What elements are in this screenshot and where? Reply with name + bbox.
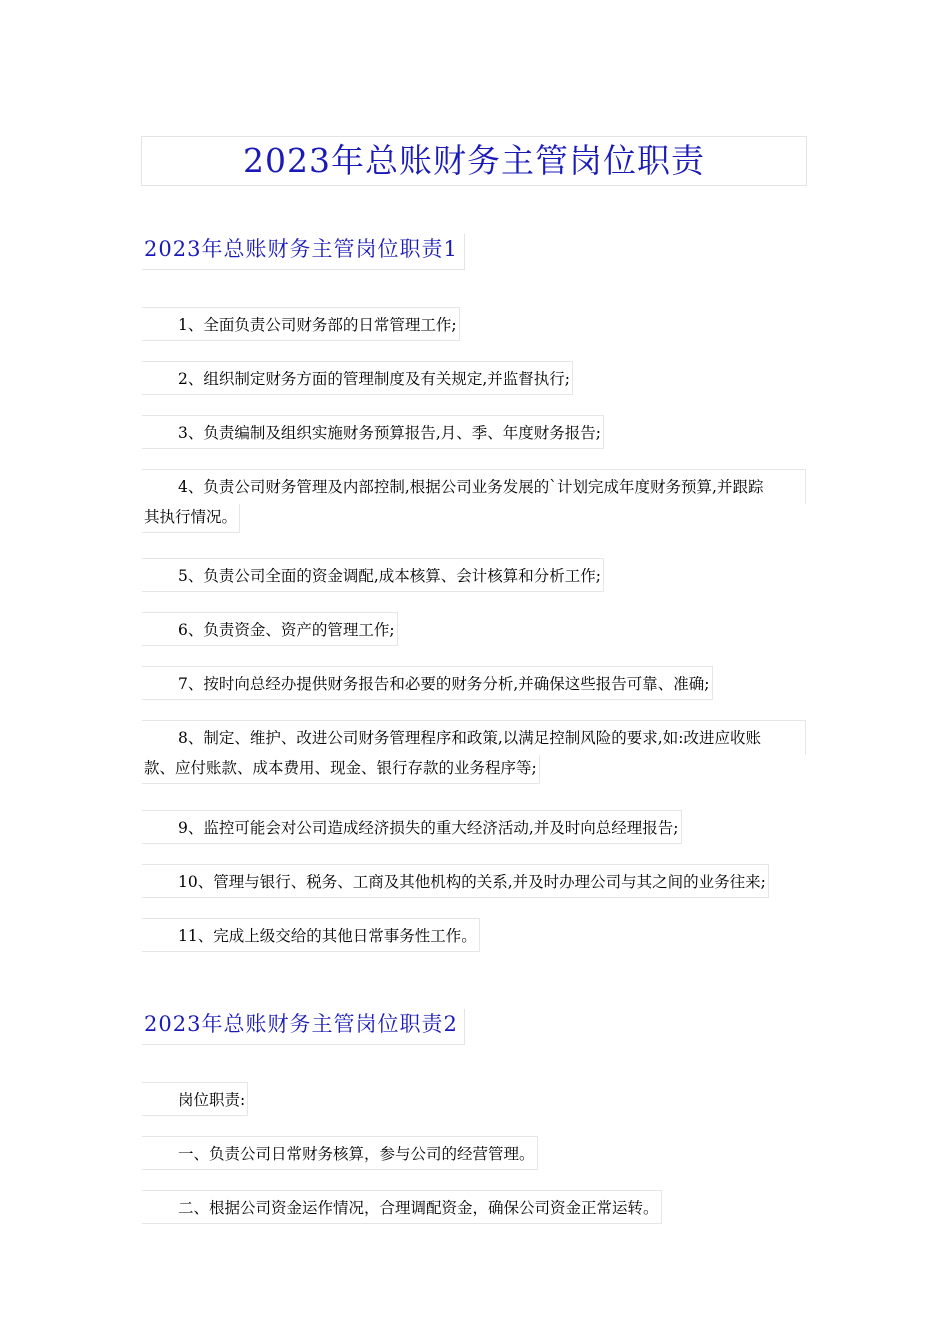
section-heading-1: 2023年总账财务主管岗位职责1 bbox=[142, 234, 465, 270]
duty-item-text: 3、负责编制及组织实施财务预算报告,月、季、年度财务报告; bbox=[142, 415, 604, 449]
duty-item-6 bbox=[142, 612, 398, 646]
duty-item-text: 6、负责资金、资产的管理工作; bbox=[142, 612, 398, 646]
duty-item-10 bbox=[142, 864, 769, 898]
duty-item-text: 5、负责公司全面的资金调配,成本核算、会计核算和分析工作; bbox=[142, 558, 604, 592]
duty-item-11 bbox=[142, 918, 480, 952]
duty-item-s2-1 bbox=[142, 1136, 538, 1170]
duty-item-text: 一、负责公司日常财务核算，参与公司的经营管理。 bbox=[142, 1136, 538, 1170]
duty-item-text-line2: 款、应付账款、成本费用、现金、银行存款的业务程序等; bbox=[142, 755, 540, 784]
duty-label bbox=[142, 1082, 248, 1116]
duty-item-text: 9、监控可能会对公司造成经济损失的重大经济活动,并及时向总经理报告; bbox=[142, 810, 682, 844]
duty-item-9 bbox=[142, 810, 682, 844]
duty-item-3 bbox=[142, 415, 604, 449]
duty-item-s2-2 bbox=[142, 1190, 662, 1224]
duty-item-4 bbox=[142, 469, 806, 533]
duty-item-text: 1、全面负责公司财务部的日常管理工作; bbox=[142, 307, 460, 341]
duty-item-text-line1: 4、负责公司财务管理及内部控制,根据公司业务发展的`计划完成年度财务预算,并跟踪 bbox=[142, 469, 806, 504]
duty-item-text: 11、完成上级交给的其他日常事务性工作。 bbox=[142, 918, 480, 952]
document-title: 2023年总账财务主管岗位职责 bbox=[141, 136, 807, 186]
duty-item-7 bbox=[142, 666, 713, 700]
duty-item-text-line2: 其执行情况。 bbox=[142, 504, 240, 533]
duty-item-5 bbox=[142, 558, 604, 592]
duty-item-1 bbox=[142, 307, 460, 341]
duty-item-text-line1: 8、制定、维护、改进公司财务管理程序和政策,以满足控制风险的要求,如:改进应收账 bbox=[142, 720, 806, 755]
duty-item-text: 7、按时向总经办提供财务报告和必要的财务分析,并确保这些报告可靠、准确; bbox=[142, 666, 713, 700]
duty-item-text: 二、根据公司资金运作情况，合理调配资金，确保公司资金正常运转。 bbox=[142, 1190, 662, 1224]
duty-item-2 bbox=[142, 361, 573, 395]
section-heading-2: 2023年总账财务主管岗位职责2 bbox=[142, 1009, 465, 1045]
duty-item-text: 10、管理与银行、税务、工商及其他机构的关系,并及时办理公司与其之间的业务往来; bbox=[142, 864, 769, 898]
duty-item-8 bbox=[142, 720, 806, 784]
duty-label-text: 岗位职责: bbox=[142, 1082, 248, 1116]
duty-item-text: 2、组织制定财务方面的管理制度及有关规定,并监督执行; bbox=[142, 361, 573, 395]
